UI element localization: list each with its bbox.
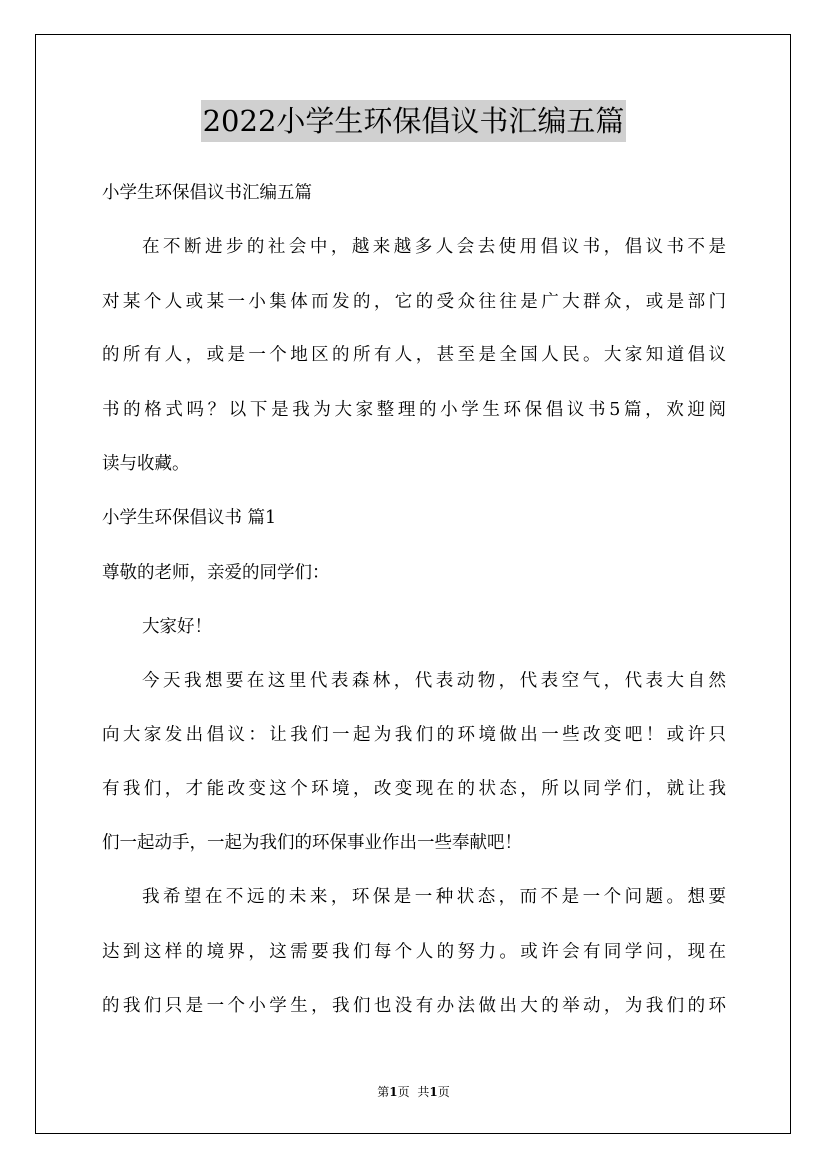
paragraph-line: 向大家发出倡议：让我们一起为我们的环境做出一些改变吧！或许只 <box>102 725 726 745</box>
subtitle-line: 小学生环保倡议书汇编五篇 <box>102 183 312 203</box>
paragraph-line: 达到这样的境界，这需要我们每个人的努力。或许会有同学问，现在 <box>102 942 726 962</box>
paragraph-line: 今天我想要在这里代表森林，代表动物，代表空气，代表大自然 <box>142 671 726 691</box>
paragraph-line: 书的格式吗？以下是我为大家整理的小学生环保倡议书5篇，欢迎阅 <box>102 400 726 420</box>
paragraph-line: 的我们只是一个小学生，我们也没有办法做出大的举动，为我们的环 <box>102 996 726 1016</box>
page-footer <box>0 1083 827 1100</box>
salutation: 尊敬的老师，亲爱的同学们： <box>102 563 330 583</box>
paragraph-line: 我希望在不远的未来，环保是一种状态，而不是一个问题。想要 <box>142 887 726 907</box>
greeting: 大家好！ <box>142 617 212 637</box>
paragraph-line: 读与收藏。 <box>102 454 190 474</box>
total-pages-label: 共1页 <box>417 1085 450 1099</box>
page-number-label: 第1页 <box>377 1085 410 1099</box>
paragraph-line: 对某个人或某一小集体而发的，它的受众往往是广大群众，或是部门 <box>102 292 726 312</box>
document-title: 2022小学生环保倡议书汇编五篇 <box>201 100 627 142</box>
paragraph-line: 们一起动手，一起为我们的环保事业作出一些奉献吧！ <box>102 833 522 853</box>
title-container <box>0 100 827 142</box>
paragraph-line: 在不断进步的社会中，越来越多人会去使用倡议书，倡议书不是 <box>142 237 726 257</box>
paragraph-line: 有我们，才能改变这个环境，改变现在的状态，所以同学们，就让我 <box>102 779 726 799</box>
paragraph-line: 的所有人，或是一个地区的所有人，甚至是全国人民。大家知道倡议 <box>102 345 726 365</box>
section-heading: 小学生环保倡议书 篇1 <box>102 508 277 528</box>
